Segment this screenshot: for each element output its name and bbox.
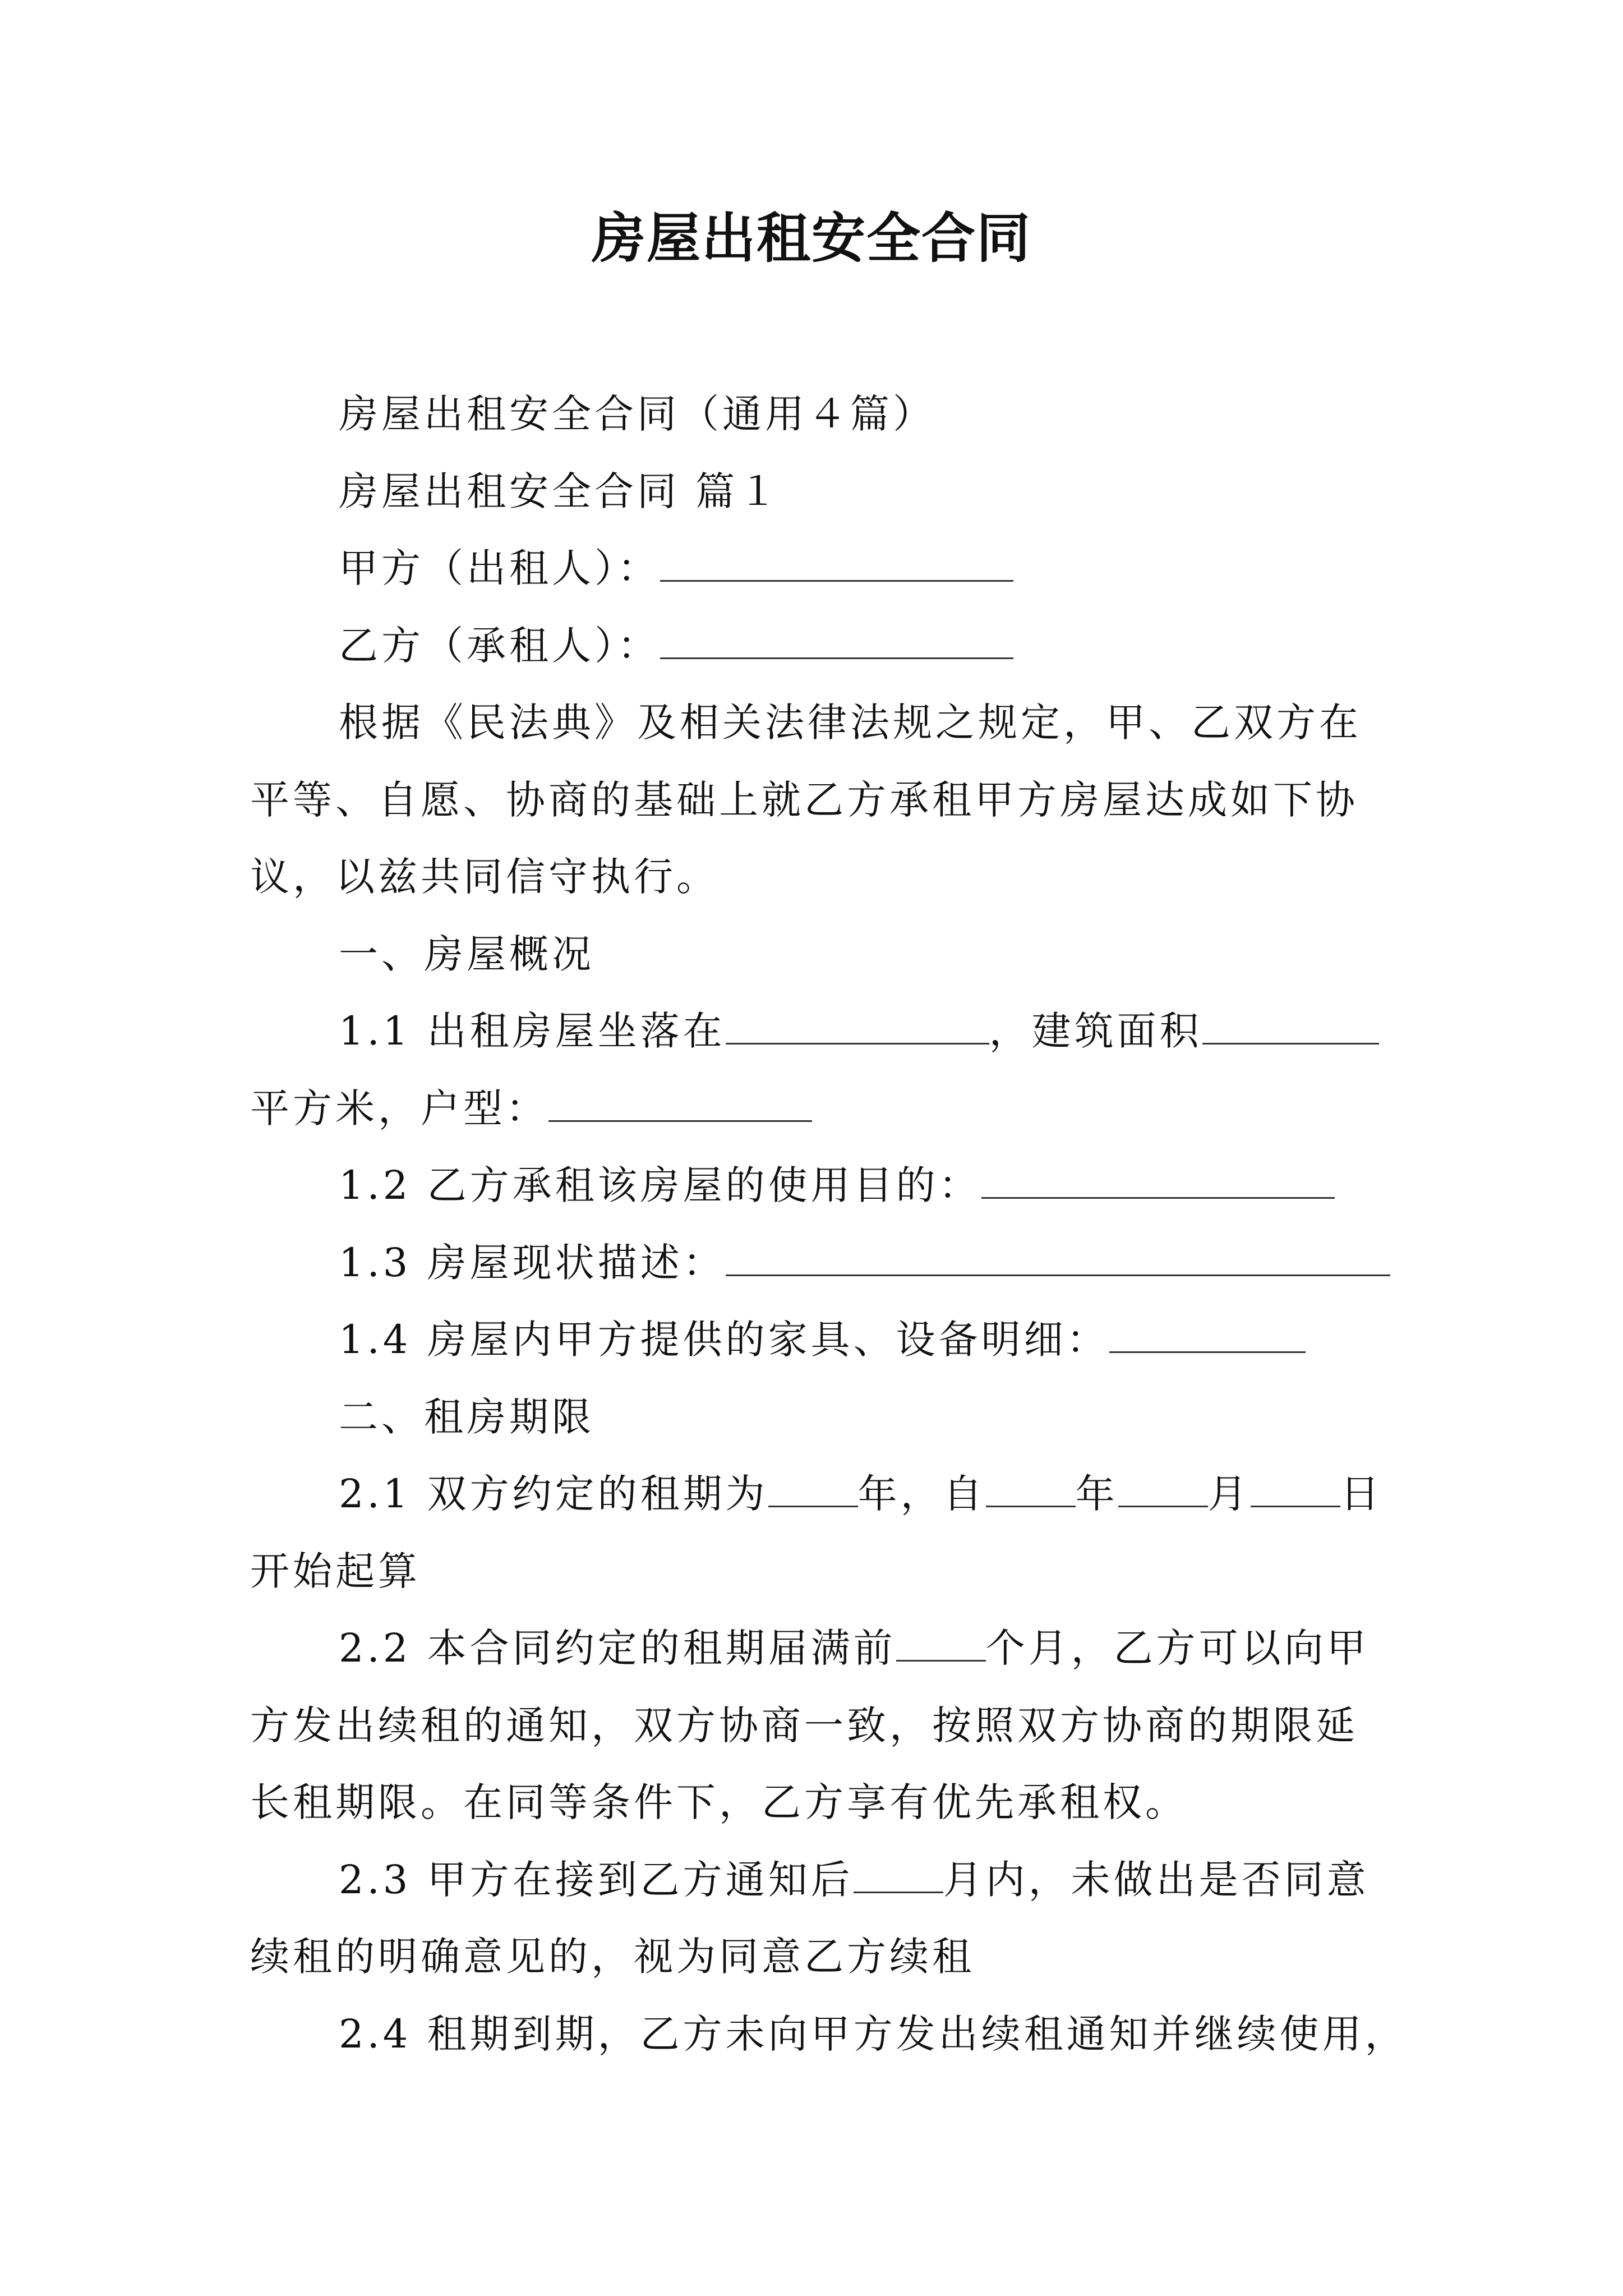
- document-line: [250, 1610, 1383, 1687]
- fill-in-blank[interactable]: [981, 1163, 1335, 1199]
- document-line: [250, 839, 1383, 916]
- fill-in-blank[interactable]: [1109, 1318, 1306, 1353]
- document-title: 房屋出租安全合同: [592, 206, 1031, 270]
- line-text: 2.4 租期到期，乙方未向甲方发出续租通知并继续使用，: [339, 2010, 1408, 2057]
- line-text: 长租期限。在同等条件下，乙方享有优先承租权。: [250, 1779, 1188, 1825]
- fill-in-blank[interactable]: [1202, 1009, 1379, 1045]
- fill-in-blank[interactable]: [726, 1241, 1390, 1276]
- document-line: [250, 1225, 1383, 1302]
- document-line: [250, 1764, 1383, 1842]
- fill-in-blank[interactable]: [986, 1472, 1076, 1507]
- line-text: 月内，未做出是否同意: [943, 1856, 1370, 1903]
- line-text: 2.3 甲方在接到乙方通知后: [339, 1856, 854, 1903]
- line-text: 个月，乙方可以向甲: [985, 1625, 1370, 1671]
- line-text: 1.1 出租房屋坐落在: [339, 1008, 726, 1054]
- line-text: ，建筑面积: [989, 1008, 1202, 1054]
- line-text: 甲方（出租人）：: [339, 545, 660, 591]
- fill-in-blank[interactable]: [768, 1472, 858, 1507]
- line-text: 2.1 双方约定的租期为: [339, 1471, 768, 1517]
- line-text: 日: [1340, 1471, 1383, 1517]
- line-text: 议，以兹共同信守执行。: [250, 854, 719, 900]
- fill-in-blank[interactable]: [660, 546, 1013, 582]
- document-line: [250, 1070, 1383, 1148]
- line-text: 年，自: [857, 1471, 986, 1517]
- line-text: 二、租房期限: [339, 1393, 594, 1440]
- line-text: 1.2 乙方承租该房屋的使用目的：: [339, 1162, 981, 1208]
- fill-in-blank[interactable]: [854, 1858, 943, 1893]
- document-line: [250, 376, 1383, 453]
- line-text: 开始起算: [250, 1548, 421, 1594]
- document-line: [250, 1456, 1383, 1533]
- line-text: 平等、自愿、协商的基础上就乙方承租甲方房屋达成如下协: [250, 776, 1358, 823]
- document-line: [250, 1687, 1383, 1765]
- line-text: 1.3 房屋现状描述：: [339, 1239, 726, 1286]
- fill-in-blank[interactable]: [548, 1087, 812, 1122]
- line-text: 年: [1075, 1471, 1118, 1517]
- line-text: 房屋出租安全合同（通用４篇）: [339, 391, 935, 437]
- line-text: 1.4 房屋内甲方提供的家具、设备明细：: [339, 1317, 1109, 1363]
- document-line: [250, 762, 1383, 839]
- document-line: [250, 608, 1383, 685]
- document-line: [250, 993, 1383, 1070]
- document-body: [250, 376, 1408, 2073]
- line-text: 方发出续租的通知，双方协商一致，按照双方协商的期限延: [250, 1702, 1358, 1749]
- line-text: 平方米，户型：: [250, 1085, 548, 1131]
- document-line: [250, 1379, 1383, 1456]
- line-text: 一、房屋概况: [339, 931, 594, 977]
- document-line: [250, 530, 1383, 608]
- fill-in-blank[interactable]: [726, 1009, 989, 1045]
- fill-in-blank[interactable]: [660, 624, 1013, 659]
- document-line: [250, 684, 1383, 762]
- line-text: 月: [1207, 1471, 1251, 1517]
- document-line: [250, 1918, 1383, 1996]
- line-text: 乙方（承租人）：: [339, 622, 660, 669]
- fill-in-blank[interactable]: [896, 1626, 986, 1662]
- line-text: 房屋出租安全合同 篇１: [339, 468, 781, 514]
- document-line: [250, 1147, 1383, 1225]
- fill-in-blank[interactable]: [1251, 1472, 1340, 1507]
- document-line: [250, 1533, 1383, 1611]
- document-line: [250, 453, 1383, 531]
- document-line: [250, 1842, 1383, 1919]
- line-text: 根据《民法典》及相关法律法规之规定，甲、乙双方在: [339, 700, 1362, 746]
- document-line: [250, 1996, 1408, 2073]
- line-text: 续租的明确意见的，视为同意乙方续租: [250, 1934, 975, 1980]
- document-line: [250, 1301, 1383, 1379]
- line-text: 2.2 本合同约定的租期届满前: [339, 1625, 896, 1671]
- document-line: [250, 916, 1383, 993]
- fill-in-blank[interactable]: [1118, 1472, 1208, 1507]
